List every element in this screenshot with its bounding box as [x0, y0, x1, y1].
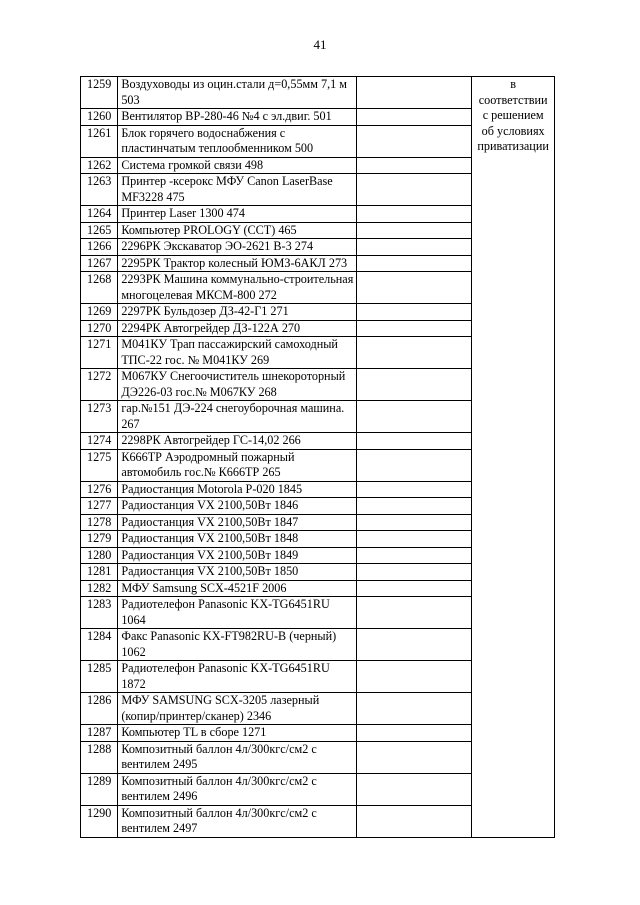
row-description: МФУ SAMSUNG SCX-3205 лазерный (копир/принтер/сканер) 2346: [118, 693, 357, 725]
row-number: 1285: [81, 661, 118, 693]
privatization-note-cell: [472, 77, 555, 838]
row-description: Композитный баллон 4л/300кгс/см2 с вентилем 2495: [118, 741, 357, 773]
row-empty-cell: [357, 77, 472, 109]
row-empty-cell: [357, 580, 472, 597]
row-number: 1260: [81, 109, 118, 126]
row-empty-cell: [357, 661, 472, 693]
row-empty-cell: [357, 547, 472, 564]
table-row: [81, 77, 555, 109]
row-description: 2298РК Автогрейдер ГС-14,02 266: [118, 433, 357, 450]
row-description: Радиостанция Motorola P-020 1845: [118, 481, 357, 498]
row-empty-cell: [357, 157, 472, 174]
row-number: 1278: [81, 514, 118, 531]
row-empty-cell: [357, 109, 472, 126]
row-description: Система громкой связи 498: [118, 157, 357, 174]
row-number: 1281: [81, 564, 118, 581]
row-description: Радиостанция VX 2100,50Вт 1846: [118, 498, 357, 515]
row-description: 2293РК Машина коммунально-строительная многоцелевая МКСМ-800 272: [118, 272, 357, 304]
row-empty-cell: [357, 773, 472, 805]
row-description: Воздуховоды из оцин.стали д=0,55мм 7,1 м 503: [118, 77, 357, 109]
row-empty-cell: [357, 206, 472, 223]
row-empty-cell: [357, 239, 472, 256]
row-empty-cell: [357, 498, 472, 515]
row-number: 1265: [81, 222, 118, 239]
row-number: 1282: [81, 580, 118, 597]
row-description: Радиостанция VX 2100,50Вт 1850: [118, 564, 357, 581]
page-number: 41: [313, 37, 327, 52]
row-number: 1275: [81, 449, 118, 481]
row-number: 1284: [81, 629, 118, 661]
row-number: 1259: [81, 77, 118, 109]
row-number: 1271: [81, 337, 118, 369]
row-description: К666ТР Аэродромный пожарный автомобиль гос.№ К666ТР 265: [118, 449, 357, 481]
row-description: Радиостанция VX 2100,50Вт 1847: [118, 514, 357, 531]
row-number: 1263: [81, 174, 118, 206]
row-number: 1267: [81, 255, 118, 272]
row-description: Радиостанция VX 2100,50Вт 1849: [118, 547, 357, 564]
row-empty-cell: [357, 433, 472, 450]
row-description: МФУ Samsung SCX-4521F 2006: [118, 580, 357, 597]
privatization-note: в соответствии с решением об условиях приватизации: [477, 77, 549, 153]
inventory-table-body: [81, 77, 555, 838]
row-description: Компьютер TL в сборе 1271: [118, 725, 357, 742]
row-empty-cell: [357, 125, 472, 157]
row-empty-cell: [357, 337, 472, 369]
row-empty-cell: [357, 401, 472, 433]
row-number: 1290: [81, 805, 118, 837]
row-description: 2297РК Бульдозер ДЗ-42-Г1 271: [118, 304, 357, 321]
row-number: 1283: [81, 597, 118, 629]
row-empty-cell: [357, 174, 472, 206]
row-description: 2294РК Автогрейдер ДЗ-122А 270: [118, 320, 357, 337]
row-description: Радиотелефон Panasonic KX-TG6451RU 1064: [118, 597, 357, 629]
row-description: Принтер -ксерокс МФУ Canon LaserBase MF3228 475: [118, 174, 357, 206]
row-empty-cell: [357, 629, 472, 661]
row-description: Блок горячего водоснабжения с пластинчатым теплообменником 500: [118, 125, 357, 157]
row-empty-cell: [357, 272, 472, 304]
row-number: 1280: [81, 547, 118, 564]
row-empty-cell: [357, 597, 472, 629]
row-empty-cell: [357, 725, 472, 742]
row-description: 2295РК Трактор колесный ЮМЗ-6АКЛ 273: [118, 255, 357, 272]
row-number: 1262: [81, 157, 118, 174]
row-number: 1269: [81, 304, 118, 321]
row-description: Компьютер PROLOGY (CCT) 465: [118, 222, 357, 239]
row-number: 1276: [81, 481, 118, 498]
row-number: 1288: [81, 741, 118, 773]
row-description: Композитный баллон 4л/300кгс/см2 с вентилем 2497: [118, 805, 357, 837]
row-empty-cell: [357, 564, 472, 581]
row-empty-cell: [357, 514, 472, 531]
row-description: Вентилятор ВР-280-46 №4 с эл.двиг. 501: [118, 109, 357, 126]
row-number: 1277: [81, 498, 118, 515]
row-number: 1268: [81, 272, 118, 304]
row-description: 2296РК Экскаватор ЭО-2621 В-3 274: [118, 239, 357, 256]
row-number: 1287: [81, 725, 118, 742]
row-empty-cell: [357, 369, 472, 401]
row-empty-cell: [357, 222, 472, 239]
row-description: М041КУ Трап пассажирский самоходный ТПС-22 гос. № М041КУ 269: [118, 337, 357, 369]
row-number: 1264: [81, 206, 118, 223]
row-number: 1266: [81, 239, 118, 256]
inventory-table: [80, 76, 555, 838]
row-description: Принтер Laser 1300 474: [118, 206, 357, 223]
row-number: 1279: [81, 531, 118, 548]
row-number: 1273: [81, 401, 118, 433]
row-empty-cell: [357, 741, 472, 773]
row-number: 1289: [81, 773, 118, 805]
row-number: 1261: [81, 125, 118, 157]
row-empty-cell: [357, 304, 472, 321]
row-description: гар.№151 ДЭ-224 снегоуборочная машина. 267: [118, 401, 357, 433]
row-number: 1272: [81, 369, 118, 401]
row-empty-cell: [357, 481, 472, 498]
row-description: Факс Panasonic KX-FT982RU-B (черный) 1062: [118, 629, 357, 661]
row-description: Радиотелефон Panasonic KX-TG6451RU 1872: [118, 661, 357, 693]
row-description: Композитный баллон 4л/300кгс/см2 с вентилем 2496: [118, 773, 357, 805]
row-empty-cell: [357, 531, 472, 548]
row-empty-cell: [357, 805, 472, 837]
row-description: М067КУ Снегоочиститель шнекороторный ДЭ226-03 гос.№ М067КУ 268: [118, 369, 357, 401]
row-empty-cell: [357, 255, 472, 272]
row-description: Радиостанция VX 2100,50Вт 1848: [118, 531, 357, 548]
row-empty-cell: [357, 693, 472, 725]
row-empty-cell: [357, 320, 472, 337]
row-number: 1274: [81, 433, 118, 450]
row-number: 1270: [81, 320, 118, 337]
row-number: 1286: [81, 693, 118, 725]
row-empty-cell: [357, 449, 472, 481]
